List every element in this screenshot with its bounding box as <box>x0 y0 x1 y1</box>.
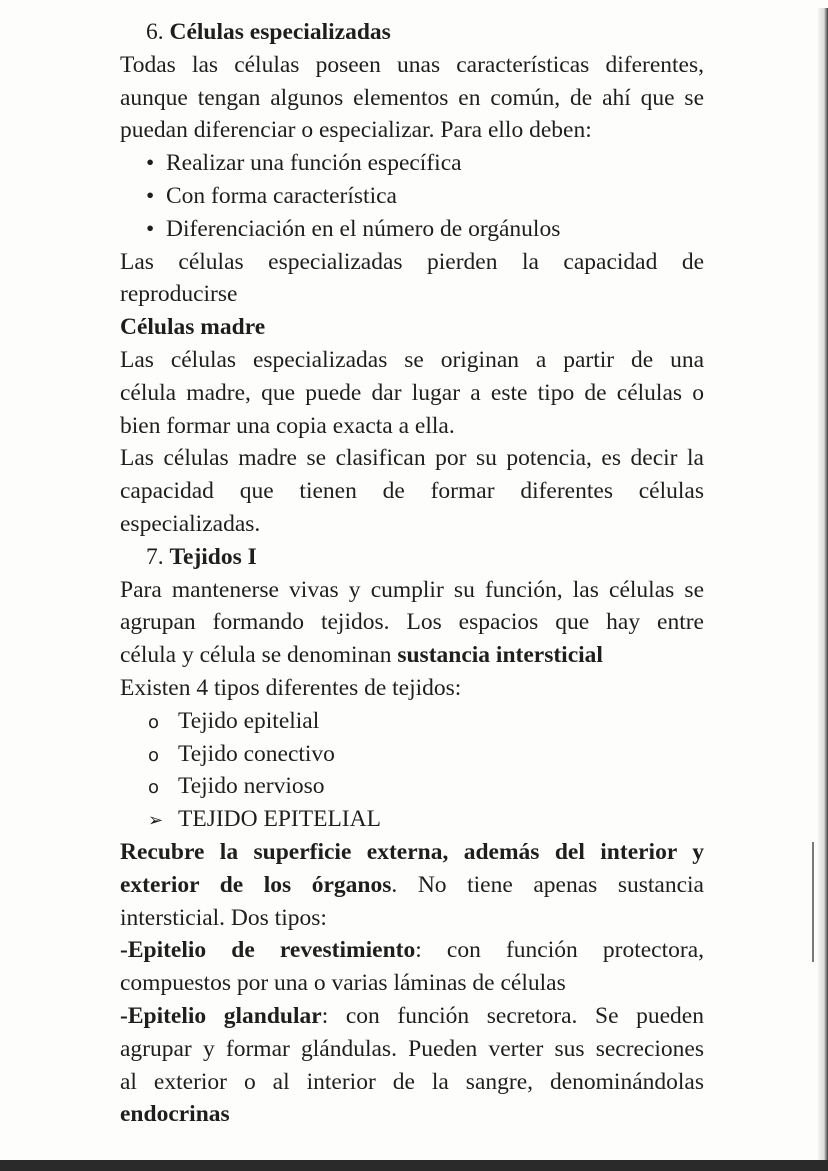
paragraph-line: al exterior o al interior de la sangre, denominándolas <box>120 1068 704 1095</box>
bullet-text: Realizar una función específica <box>166 150 462 177</box>
section-6-title: Células especializadas <box>169 19 391 45</box>
paragraph-line: bien formar una copia exacta a ella. <box>120 412 455 439</box>
paragraph-line: reproducirse <box>120 281 238 308</box>
paragraph-line: agrupar y formar glándulas. Pueden verter sus secreciones <box>120 1035 704 1062</box>
section-7-number: 7. <box>146 543 164 570</box>
list-text: Tejido nervioso <box>178 773 325 800</box>
section-7-heading <box>120 541 704 574</box>
sub-heading-text: TEJIDO EPITELIAL <box>178 806 381 833</box>
paragraph-line <box>120 1000 704 1033</box>
bullet-item <box>120 147 704 180</box>
page-content <box>120 16 704 1131</box>
arrow-bullet-icon: ➢ <box>148 810 164 832</box>
bold-term: sustancia intersticial <box>397 642 603 669</box>
circle-list-item <box>120 770 704 803</box>
bold-term: -Epitelio de revestimiento <box>120 937 416 964</box>
paragraph-line: agrupan formando tejidos. Los espacios que hay entre <box>120 609 704 636</box>
paragraph-line: intersticial. Dos tipos: <box>120 904 327 931</box>
circle-bullet-icon: o <box>148 744 160 766</box>
circle-list-item <box>120 738 704 771</box>
subheading-celulas-madre: Células madre <box>120 314 266 341</box>
text-span: célula y célula se denominan <box>120 642 398 669</box>
paragraph-line: compuestos por una o varias láminas de células <box>120 970 566 997</box>
paragraph-line: especializadas. <box>120 510 261 537</box>
text-span: . No tiene apenas sustancia <box>391 871 704 898</box>
list-text: Tejido epitelial <box>178 707 320 734</box>
bullet-icon: • <box>146 150 155 177</box>
paragraph-line: Las células especializadas pierden la capacidad de <box>120 248 704 275</box>
paragraph-line: Existen 4 tipos diferentes de tejidos: <box>120 674 462 701</box>
bold-term: -Epitelio glandular <box>120 1002 322 1029</box>
bullet-text: Diferenciación en el número de orgánulos <box>166 215 561 242</box>
section-7-title: Tejidos I <box>169 543 257 570</box>
bold-term: exterior de los órganos <box>120 871 392 898</box>
page-right-edge <box>818 8 828 1168</box>
arrow-list-item <box>120 803 704 836</box>
bullet-item <box>120 180 704 213</box>
bullet-icon: • <box>146 182 155 209</box>
bullet-icon: • <box>146 215 155 242</box>
paragraph-line: aunque tengan algunos elementos en común, de ahí que se <box>120 84 704 111</box>
paragraph-line <box>120 639 704 672</box>
section-6-heading <box>120 16 704 49</box>
text-span: : con función secretora. Se pueden <box>321 1002 704 1029</box>
circle-list-item <box>120 705 704 738</box>
paragraph-line <box>120 934 704 967</box>
paragraph-line <box>120 869 704 902</box>
bullet-text: Con forma característica <box>166 182 397 209</box>
circle-bullet-icon: o <box>148 711 160 733</box>
paragraph-line: puedan diferenciar o especializar. Para ello deben: <box>120 117 592 144</box>
paragraph-line: Todas las células poseen unas características diferentes, <box>120 51 704 78</box>
text-span: : con función protectora, <box>415 937 704 964</box>
paragraph-line: Recubre la superficie externa, además del interior y <box>120 838 704 865</box>
list-text: Tejido conectivo <box>178 740 335 767</box>
margin-mark <box>812 842 814 962</box>
circle-bullet-icon: o <box>148 777 160 799</box>
paragraph-line: endocrinas <box>120 1101 230 1128</box>
paragraph-line: Las células especializadas se originan a partir de una <box>120 346 704 373</box>
paragraph-line: célula madre, que puede dar lugar a este tipo de células o <box>120 379 704 406</box>
paragraph-line: Para mantenerse vivas y cumplir su función, las células se <box>120 576 704 603</box>
page-bottom-edge <box>0 1160 828 1171</box>
paragraph-line: Las células madre se clasifican por su potencia, es decir la <box>120 445 704 472</box>
bullet-item <box>120 213 704 246</box>
section-6-number: 6. <box>146 19 164 45</box>
paragraph-line: capacidad que tienen de formar diferentes células <box>120 478 704 505</box>
